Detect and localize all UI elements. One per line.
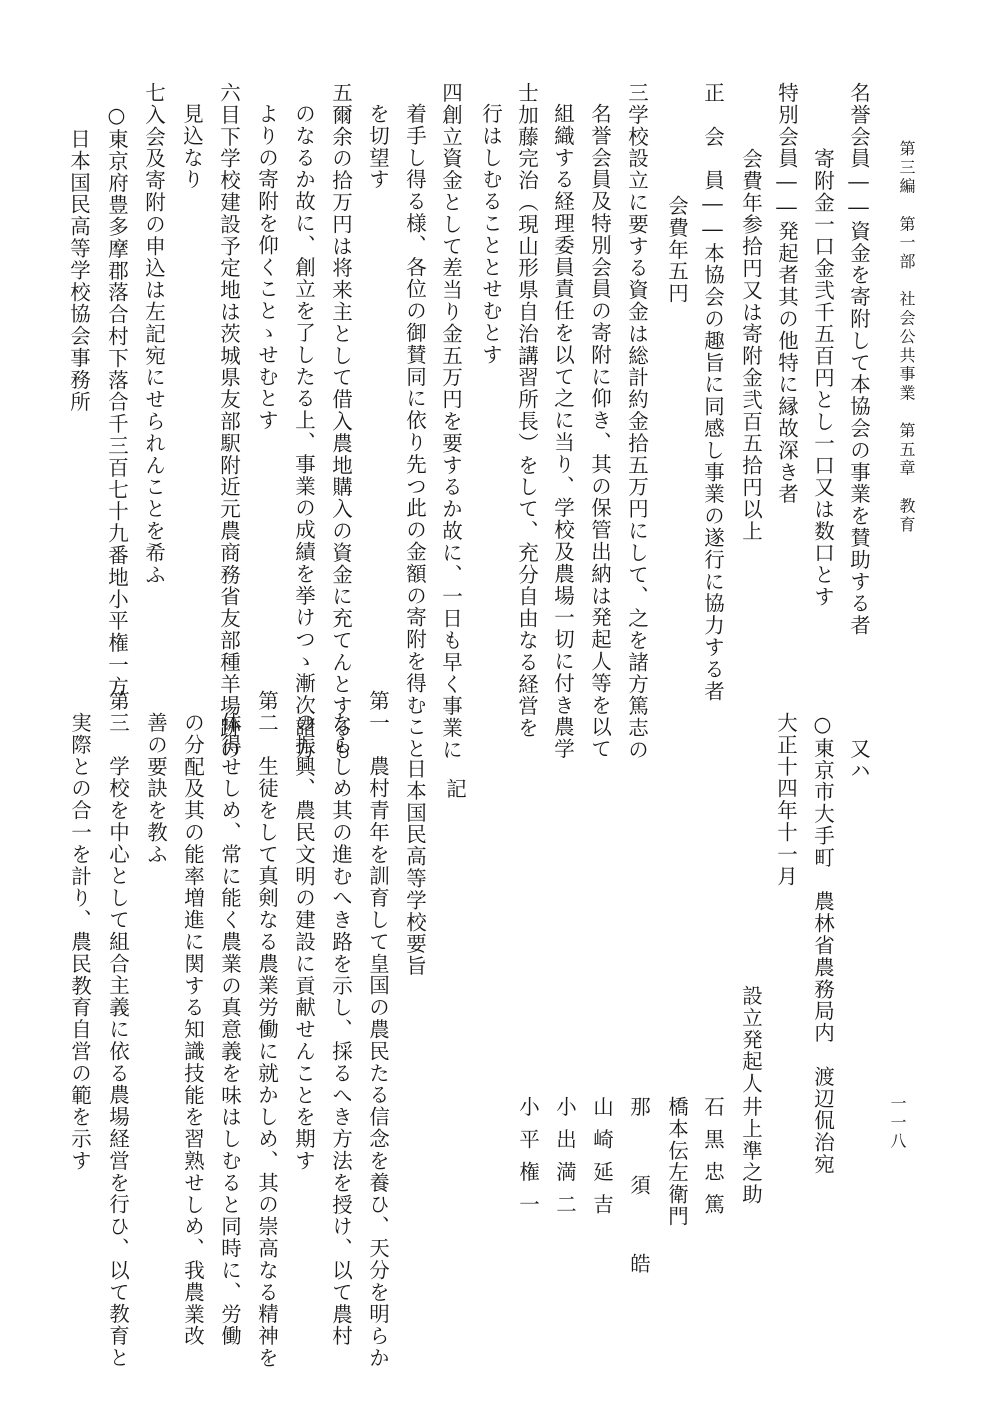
upper-line-21: ○東京府豊多摩郡落合村下落合千三百七十九番地小平権一方 — [104, 103, 129, 698]
lower-line-3: の振興、農民文明の建設に貢献せんことを期す — [291, 712, 316, 1172]
founder-name: 井上準之助 — [738, 1096, 763, 1206]
upper-line-11: 行はしむることとせむとす — [478, 103, 503, 366]
lower-line-6: の分配及其の能率増進に関する知識技能を習熟せしめ、我農業改 — [180, 712, 205, 1348]
upper-line-6: 会費年五円 — [664, 195, 689, 305]
lower-line-1: 第一 農村青年を訓育して皇国の農民たる信念を養ひ、天分を明らか — [365, 690, 390, 1369]
lower-line-8: 第三 学校を中心として組合主義に依る農場経営を行ひ、以て教育と — [105, 690, 130, 1369]
founder-name: 那須皓 — [626, 1096, 651, 1332]
upper-line-13: 着手し得る様、各位の御賛同に依り先つ此の金額の寄附を得むこと — [402, 103, 427, 760]
upper-line-7: 三学校設立に要する資金は総計約金拾五万円にして、之を諸方篤志の — [624, 82, 649, 761]
founder-name: 小出満二 — [552, 1096, 577, 1226]
founders-label: 設立発起人 — [738, 985, 763, 1095]
lower-line-5: 体得せしめ、常に能く農業の真意義を味はしむると同時に、労働 — [217, 712, 242, 1348]
upper-line-12: 四創立資金として差当り金五万円を要するか故に、一日も早く事業に — [438, 82, 463, 761]
also-label: 又ハ — [846, 738, 871, 782]
date-line: 大正十四年十一月 — [773, 712, 798, 888]
upper-line-19: 見込なり — [179, 103, 204, 191]
upper-line-1: 名誉会員――資金を寄附して本協会の事業を賛助する者 — [846, 82, 871, 637]
page-number: 一一八 — [888, 1095, 907, 1152]
running-header: 第三編 第一部 社会公共事業 第五章 教育 — [897, 140, 916, 535]
upper-line-15: 五爾余の拾万円は将来主として借入農地購入の資金に充てんとするも — [328, 82, 353, 761]
lower-line-2: ならしめ其の進むへき路を示し、採るへき方法を授け、以て農村 — [328, 712, 353, 1348]
upper-line-16: のなるか故に、創立を了したる上、事業の成績を挙けつゝ漸次諸方 — [291, 103, 316, 760]
upper-line-14: を切望す — [365, 103, 390, 191]
upper-line-20: 七入会及寄附の申込は左記宛にせられんことを希ふ — [141, 82, 166, 586]
lower-line-7: 善の要訣を教ふ — [143, 712, 168, 866]
subtitle: 日本国民高等学校要旨 — [402, 758, 427, 977]
lower-line-4: 第二 生徒をして真剣なる農業労働に就かしめ、其の崇高なる精神を — [254, 690, 279, 1369]
founder-name: 小平権一 — [515, 1096, 540, 1226]
upper-line-10: 士加藤完治（現山形県自治講習所長）をして、充分自由なる経営を — [514, 82, 539, 739]
founder-name: 石黒忠篤 — [700, 1096, 725, 1226]
lower-line-9: 実際との合一を計り、農民教育自営の範を示す — [67, 712, 92, 1172]
founder-name: 橋本伝左衛門 — [664, 1096, 689, 1228]
upper-line-5: 正 会 員――本協会の趣旨に同感し事業の遂行に協力する者 — [700, 82, 725, 703]
upper-line-9: 組織する経理委員責任を以て之に当り、学校及農場一切に付き農学 — [550, 103, 575, 760]
upper-line-22: 日本国民高等学校協会事務所 — [66, 128, 91, 413]
upper-line-18: 六目下学校建設予定地は茨城県友部駅附近元農商務省友部種羊場跡の — [216, 82, 241, 761]
upper-line-3: 特別会員――発起者其の他特に縁故深き者 — [774, 82, 799, 506]
upper-line-17: よりの寄附を仰くことゝせむとす — [254, 103, 279, 432]
upper-line-4: 会費年参拾円又は寄附金弐百五拾円以上 — [738, 148, 763, 543]
upper-line-2: 寄附金一口金弐千五百円とし一口又は数口とす — [810, 148, 835, 608]
address-line: ○東京市大手町 農林省農務局内 渡辺侃治宛 — [810, 712, 835, 1176]
founder-name: 山崎延吉 — [589, 1096, 614, 1226]
upper-line-8: 名誉会員及特別会員の寄附に仰き、其の保管出納は発起人等を以て — [587, 103, 612, 760]
ki-heading: 記 — [442, 778, 467, 800]
